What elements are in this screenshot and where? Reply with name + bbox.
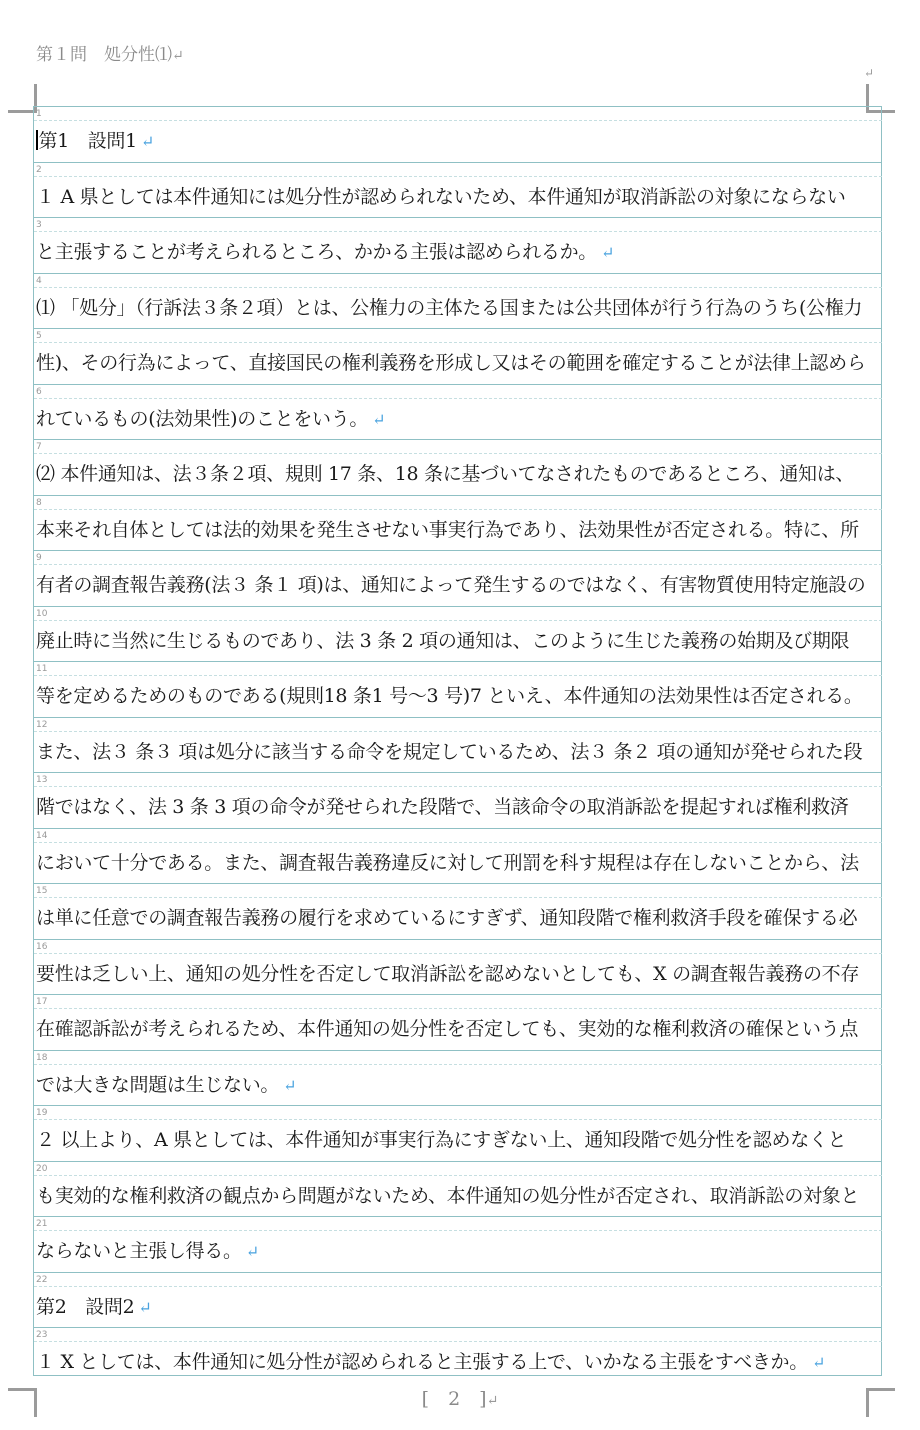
- line-text[interactable]: [36, 683, 880, 709]
- line-content: 廃止時に当然に生じるものであり、法 3 条 2 項の通知は、このように生じた義務の始期及び期限: [36, 629, 850, 652]
- line-text[interactable]: [36, 517, 880, 543]
- line-content: 要性は乏しい上、通知の処分性を否定して取消訴訟を認めないとしても、X の調査報告義務の不存: [36, 962, 860, 985]
- line-number: 15: [36, 886, 48, 896]
- document-line[interactable]: [34, 718, 882, 774]
- grid-guide: [34, 842, 882, 843]
- line-number: 2: [36, 164, 42, 175]
- line-content: 第1 設問1: [38, 130, 137, 152]
- line-content: 階ではなく、法 3 条 3 項の命令が発せられた段階で、当該命令の取消訴訟を提起すれば権利救済: [36, 796, 849, 818]
- line-content: と主張することが考えられるところ、かかる主張は認められるか。: [36, 241, 598, 263]
- grid-guide: [34, 1008, 882, 1009]
- grid-guide: [34, 120, 882, 121]
- line-text[interactable]: [36, 739, 880, 765]
- line-number: 6: [36, 386, 42, 397]
- line-number: 12: [36, 719, 48, 730]
- line-content: ２ 以上より、A 県としては、本件通知が事実行為にすぎない上、通知段階で処分性を認めなくと: [36, 1129, 847, 1151]
- document-line[interactable]: [34, 662, 882, 718]
- paragraph-return-icon: ↵: [372, 409, 386, 429]
- line-text[interactable]: [36, 794, 880, 820]
- line-number: 19: [36, 1108, 48, 1118]
- grid-guide: [34, 1064, 882, 1065]
- document-line[interactable]: [34, 329, 882, 385]
- document-line[interactable]: [34, 163, 882, 219]
- line-text[interactable]: [36, 350, 880, 376]
- grid-guide: [34, 1341, 882, 1342]
- line-number: 5: [36, 331, 42, 341]
- grid-guide: [34, 1286, 882, 1287]
- page-footer: [0, 1384, 920, 1411]
- document-line[interactable]: [34, 496, 882, 552]
- line-number: 11: [36, 664, 48, 674]
- paragraph-return-icon: ↵: [601, 243, 615, 262]
- line-number: 8: [36, 497, 42, 508]
- line-number: 14: [36, 830, 48, 841]
- line-content: 性)、その行為によって、直接国民の権利義務を形成し又はその範囲を確定することが法律上認めら: [36, 352, 866, 374]
- line-number: 9: [36, 553, 42, 563]
- line-text[interactable]: [36, 850, 880, 876]
- line-content: も実効的な権利救済の観点から問題がないため、本件通知の処分性が否定され、取消訴訟の対象と: [36, 1184, 860, 1207]
- document-line[interactable]: [34, 1162, 882, 1218]
- document-line[interactable]: [34, 1273, 882, 1329]
- line-text[interactable]: [36, 1238, 880, 1265]
- line-number: 10: [36, 608, 48, 619]
- grid-guide: [34, 786, 882, 787]
- line-content: ⑵ 本件通知は、法３条２項、規則 17 条、18 条に基づいてなされたものであるところ、通知は、: [36, 463, 855, 485]
- document-line[interactable]: [34, 107, 882, 163]
- document-body[interactable]: [34, 107, 882, 1384]
- line-text[interactable]: [36, 239, 880, 266]
- paragraph-mark-icon: ↵: [864, 66, 875, 80]
- grid-guide: [34, 453, 882, 454]
- line-content: 在確認訴訟が考えられるため、本件通知の処分性を否定しても、実効的な権利救済の確保という点: [36, 1018, 859, 1040]
- line-number: 3: [36, 220, 42, 230]
- grid-guide: [34, 953, 882, 954]
- grid-guide: [34, 1230, 882, 1231]
- line-content: れているもの(法効果性)のことをいう。: [36, 407, 369, 430]
- page-number: [ 2 ]: [421, 1388, 487, 1410]
- text-cursor: [36, 130, 38, 150]
- document-line[interactable]: [34, 1217, 882, 1273]
- line-text[interactable]: [36, 628, 880, 654]
- grid-guide: [34, 620, 882, 621]
- line-text[interactable]: [36, 1349, 880, 1376]
- line-number: 20: [36, 1163, 48, 1174]
- line-text[interactable]: [36, 1127, 880, 1153]
- paragraph-return-icon: ↵: [245, 1242, 259, 1261]
- line-number: 4: [36, 275, 42, 286]
- grid-guide: [34, 342, 882, 343]
- grid-guide: [34, 509, 882, 510]
- document-line[interactable]: [34, 385, 882, 441]
- line-number: 17: [36, 997, 48, 1007]
- line-number: 22: [36, 1274, 48, 1285]
- line-number: 13: [36, 775, 48, 785]
- line-text[interactable]: [36, 1183, 880, 1209]
- paragraph-return-icon: ↵: [283, 1075, 297, 1095]
- line-text[interactable]: [36, 905, 880, 931]
- grid-guide: [34, 176, 882, 177]
- line-content: 有者の調査報告義務(法３ 条１ 項)は、通知によって発生するのではなく、有害物質使用特定施設の: [36, 574, 866, 596]
- line-text[interactable]: [36, 184, 880, 210]
- document-line[interactable]: [34, 607, 882, 663]
- paragraph-return-icon: ↵: [140, 132, 154, 151]
- grid-guide: [34, 287, 882, 288]
- line-text[interactable]: [36, 128, 880, 155]
- line-content: 本来それ自体としては法的効果を発生させない事実行為であり、法効果性が否定される。特に、所: [36, 518, 859, 541]
- document-line[interactable]: [34, 440, 882, 496]
- line-number: 7: [36, 442, 42, 452]
- line-text[interactable]: [36, 1016, 880, 1042]
- line-text[interactable]: [36, 1072, 880, 1099]
- line-content: において十分である。また、調査報告義務違反に対して刑罰を科す規程は存在しないことから、法: [36, 851, 859, 874]
- line-number: 18: [36, 1052, 48, 1063]
- grid-guide: [34, 564, 882, 565]
- grid-guide: [34, 731, 882, 732]
- line-content: 等を定めるためのものである(規則18 条1 号〜3 号)7 といえ、本件通知の法効果性は否定される。: [36, 685, 863, 707]
- document-line[interactable]: [34, 551, 882, 607]
- line-text[interactable]: [36, 295, 880, 321]
- line-text[interactable]: [36, 461, 880, 487]
- line-text[interactable]: [36, 1294, 880, 1321]
- grid-guide: [34, 398, 882, 399]
- line-content: 第2 設問2: [36, 1295, 135, 1318]
- line-text[interactable]: [36, 572, 880, 598]
- line-content: また、法３ 条３ 項は処分に該当する命令を規定しているため、法３ 条２ 項の通知が発せられた段: [36, 740, 863, 763]
- document-line[interactable]: [34, 1328, 882, 1384]
- line-text[interactable]: [36, 961, 880, 987]
- grid-guide: [34, 897, 882, 898]
- paragraph-return-icon: ↵: [811, 1353, 826, 1372]
- line-number: 23: [36, 1330, 48, 1340]
- line-content: は単に任意での調査報告義務の履行を求めているにすぎず、通知段階で権利救済手段を確保する必: [36, 907, 858, 929]
- line-number: 1: [36, 109, 42, 119]
- document-line[interactable]: [34, 1106, 882, 1162]
- grid-guide: [34, 231, 882, 232]
- header-title: 第１問 処分性⑴: [36, 45, 172, 65]
- line-content: １ X としては、本件通知に処分性が認められると主張する上で、いかなる主張をすべきか。: [36, 1351, 808, 1373]
- document-line[interactable]: [34, 940, 882, 996]
- document-line[interactable]: [34, 1051, 882, 1107]
- line-content: では大きな問題は生じない。: [36, 1073, 280, 1096]
- document-line[interactable]: [34, 995, 882, 1051]
- page-header: [36, 40, 184, 65]
- line-content: ならないと主張し得る。: [36, 1240, 242, 1262]
- document-line[interactable]: [34, 274, 882, 330]
- line-number: 16: [36, 941, 48, 952]
- document-line[interactable]: [34, 884, 882, 940]
- paragraph-mark-icon: ↵: [172, 48, 184, 64]
- document-line[interactable]: [34, 773, 882, 829]
- paragraph-mark-icon: ↵: [486, 1393, 499, 1409]
- grid-guide: [34, 1119, 882, 1120]
- grid-guide: [34, 675, 882, 676]
- line-text[interactable]: [36, 406, 880, 433]
- paragraph-return-icon: ↵: [138, 1297, 152, 1317]
- document-line[interactable]: [34, 218, 882, 274]
- document-line[interactable]: [34, 829, 882, 885]
- grid-guide: [34, 1175, 882, 1176]
- line-number: 21: [36, 1219, 48, 1229]
- line-content: １ A 県としては本件通知には処分性が認められないため、本件通知が取消訴訟の対象にならない: [36, 185, 846, 208]
- line-content: ⑴ 「処分」（行訴法３条２項）とは、公権力の主体たる国または公共団体が行う行為のうち(公権力: [36, 296, 863, 319]
